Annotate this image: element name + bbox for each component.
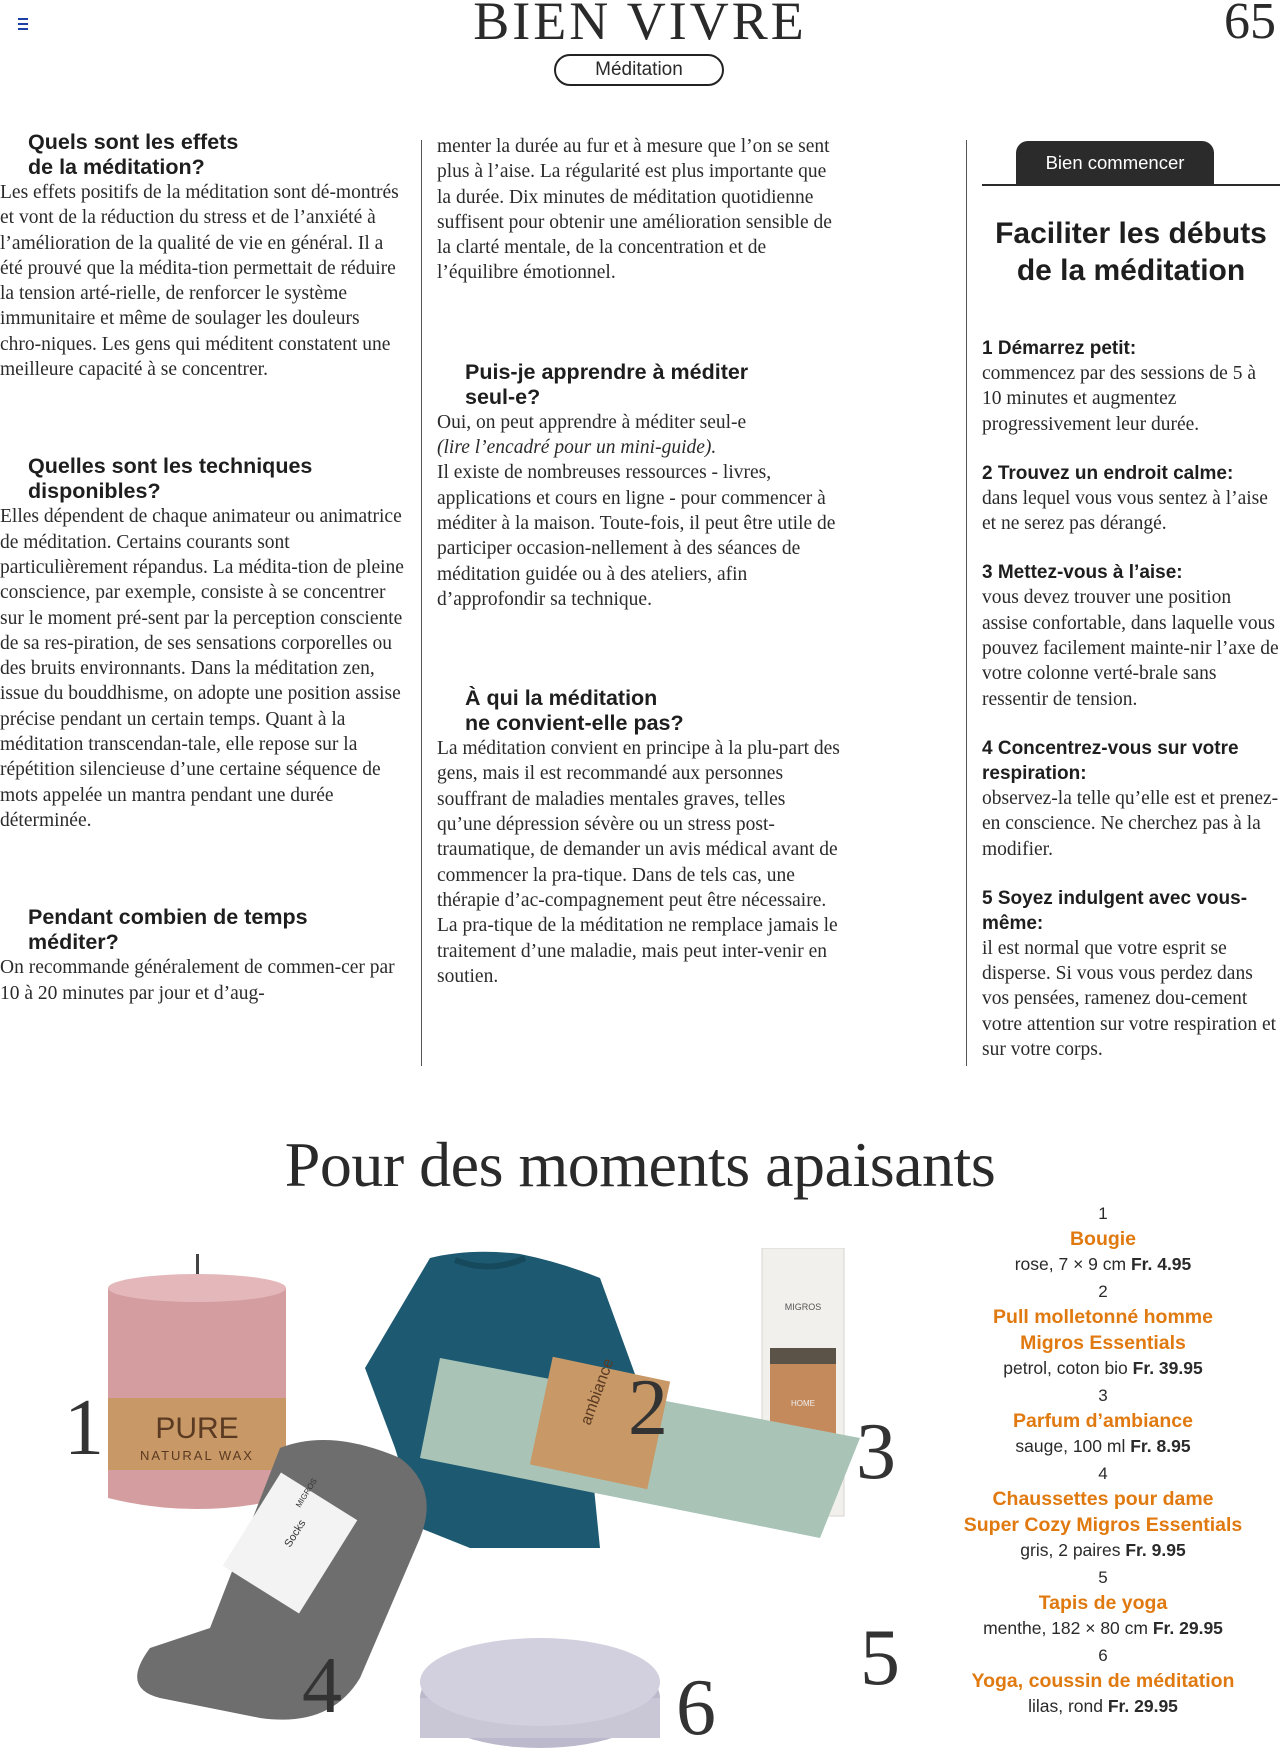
page-number: 65 <box>1224 0 1276 50</box>
product-item: 5 Tapis de yoga menthe, 182 × 80 cm Fr. 29.95 <box>983 1568 1223 1638</box>
tip-item: 1 Démarrez petit: commencez par des sessions de 5 à 10 minutes et augmentez progressivement leur durée. <box>982 338 1256 435</box>
svg-text:NATURAL WAX: NATURAL WAX <box>140 1448 254 1463</box>
faq-answer: On recommande généralement de commen-cer par 10 à 20 minutes par jour et d’aug- <box>0 957 395 1004</box>
section-title: BIEN VIVRE <box>473 0 807 51</box>
faq-answer: La méditation convient en principe à la plu-part des gens, mais il est recommandé aux personnes souffrant de maladies mentales graves, telles qu’une dépression sévère ou un stress post-traumatique, de demander un avis médical avant de commencer la pra-tique. Dans de tels cas, une thérapie d’ac-compagnement peut être nécessaire. La pra-tique de la méditation ne remplace jamais le traitement d’une maladie, mais peut inter-venir en soutien. <box>437 738 840 987</box>
column-divider <box>421 140 422 1066</box>
sidebar-title: Faciliter les débuts de la méditation <box>995 217 1267 287</box>
sidebar-tab: Bien commencer <box>1016 141 1214 185</box>
faq-answer-continued: menter la durée au fur et à mesure que l’on se sent plus à l’aise. La régularité est plus importante que la durée. Dix minutes de méditation quotidienne suffisent pour obtenir une amélioration sensible de la clarté mentale, de la concentration et de l’équilibre émotionnel. <box>437 136 832 284</box>
product-number-1: 1 <box>64 1384 104 1472</box>
faq-question: Puis-je apprendre à méditer seul-e? <box>465 359 749 409</box>
svg-text:Socks: Socks <box>282 1517 309 1550</box>
product-number-5: 5 <box>860 1614 900 1702</box>
tip-item: 2 Trouvez un endroit calme: dans lequel vous vous sentez à l’aise et ne serez pas dérangé. <box>982 462 1268 535</box>
faq-question: Quelles sont les techniques disponibles? <box>28 454 313 504</box>
product-list <box>940 1202 1266 1722</box>
sidebar-rule <box>982 184 1280 186</box>
svg-text:MIGROS: MIGROS <box>294 1476 319 1510</box>
product-item: 1 Bougie rose, 7 × 9 cm Fr. 4.95 <box>1014 1204 1192 1274</box>
product-item: 3 Parfum d’ambiance sauge, 100 ml Fr. 8.95 <box>1013 1386 1193 1456</box>
column-divider <box>966 140 967 1066</box>
faq-question: À qui la méditation ne convient-elle pas? <box>465 686 684 736</box>
svg-text:MIGROS: MIGROS <box>784 1302 822 1312</box>
faq-answer: Les effets positifs de la méditation sont dé-montrés et vont de la réduction du stress et de l’anxiété à l’amélioration de la qualité de vie en général. Il a été prouvé que la médita-tion permettait de réduire la tension arté-rielle, de renforcer le système immunitaire et même de soulager les douleurs chro-niques. Les gens qui méditent constatent une meilleure capacité à se concentrer. <box>0 182 399 381</box>
category-pill: Méditation <box>554 54 724 86</box>
faq-column-left <box>0 130 405 1006</box>
tip-item: 3 Mettez-vous à l’aise: vous devez trouver une position assise confortable, dans laquelle vous pouvez facilement mainte-nir l’axe de votre colonne verté-brale sans ressentir de tension. <box>982 562 1279 710</box>
products-title: Pour des moments apaisants <box>284 1129 996 1200</box>
product-number-2: 2 <box>628 1364 668 1452</box>
faq-column-right <box>437 134 842 989</box>
svg-text:PURE: PURE <box>155 1412 239 1445</box>
candle-image <box>108 1254 286 1509</box>
tip-item: 4 Concentrez-vous sur votre respiration: observez-la telle qu’elle est et prenez-en conscience. Ne cherchez pas à la modifier. <box>982 737 1279 860</box>
cushion-image <box>420 1638 660 1748</box>
product-item: 6 Yoga, coussin de méditation lilas, rond Fr. 29.95 <box>971 1646 1235 1716</box>
faq-question: Pendant combien de temps méditer? <box>28 905 308 955</box>
svg-text:ambiance: ambiance <box>577 1356 618 1428</box>
product-number-4: 4 <box>302 1642 342 1730</box>
product-number-3: 3 <box>856 1408 896 1496</box>
product-item: 4 Chaussettes pour dame Super Cozy Migros Essentials gris, 2 paires Fr. 9.95 <box>963 1464 1243 1560</box>
faq-question: Quels sont les effets de la méditation? <box>28 130 239 179</box>
faq-answer: Oui, on peut apprendre à méditer seul-e (lire l’encadré pour un mini-guide). Il existe de nombreuses ressources - livres, applications et cours en ligne - pour commencer à méditer à la maison. Toute-fois, il peut être utile de participer occasion-nellement à des séances de méditation guidée ou à des ateliers, afin d’approfondir sa technique. <box>437 411 836 610</box>
product-number-6: 6 <box>676 1664 716 1752</box>
product-item: 2 Pull molletonné homme Migros Essentials petrol, coton bio Fr. 39.95 <box>993 1282 1213 1378</box>
sidebar-list <box>982 336 1280 1086</box>
products-illustration <box>0 1248 930 1752</box>
faq-answer: Elles dépendent de chaque animateur ou animatrice de méditation. Certains courants sont particulièrement répandus. La médita-tion de pleine conscience, par exemple, consiste à se concentrer sur le moment pré-sent par la perception consciente de sa res-piration, de ses sensations corporelles ou des bruits environnants. Dans la méditation zen, issue du bouddhisme, on adopte une position assise précise pendant un certain temps. Quant à la méditation transcendan-tale, elle repose sur la répétition silencieuse d’une certaine séquence de mots appelée un mantra pendant une durée déterminée. <box>0 506 404 831</box>
svg-text:HOME: HOME <box>791 1399 815 1408</box>
tip-item: 5 Soyez indulgent avec vous-même: il est normal que votre esprit se disperse. Si vous vous perdez dans vos pensées, ramenez dou-cement votre attention sur votre respiration et sur votre corps. <box>982 887 1277 1061</box>
